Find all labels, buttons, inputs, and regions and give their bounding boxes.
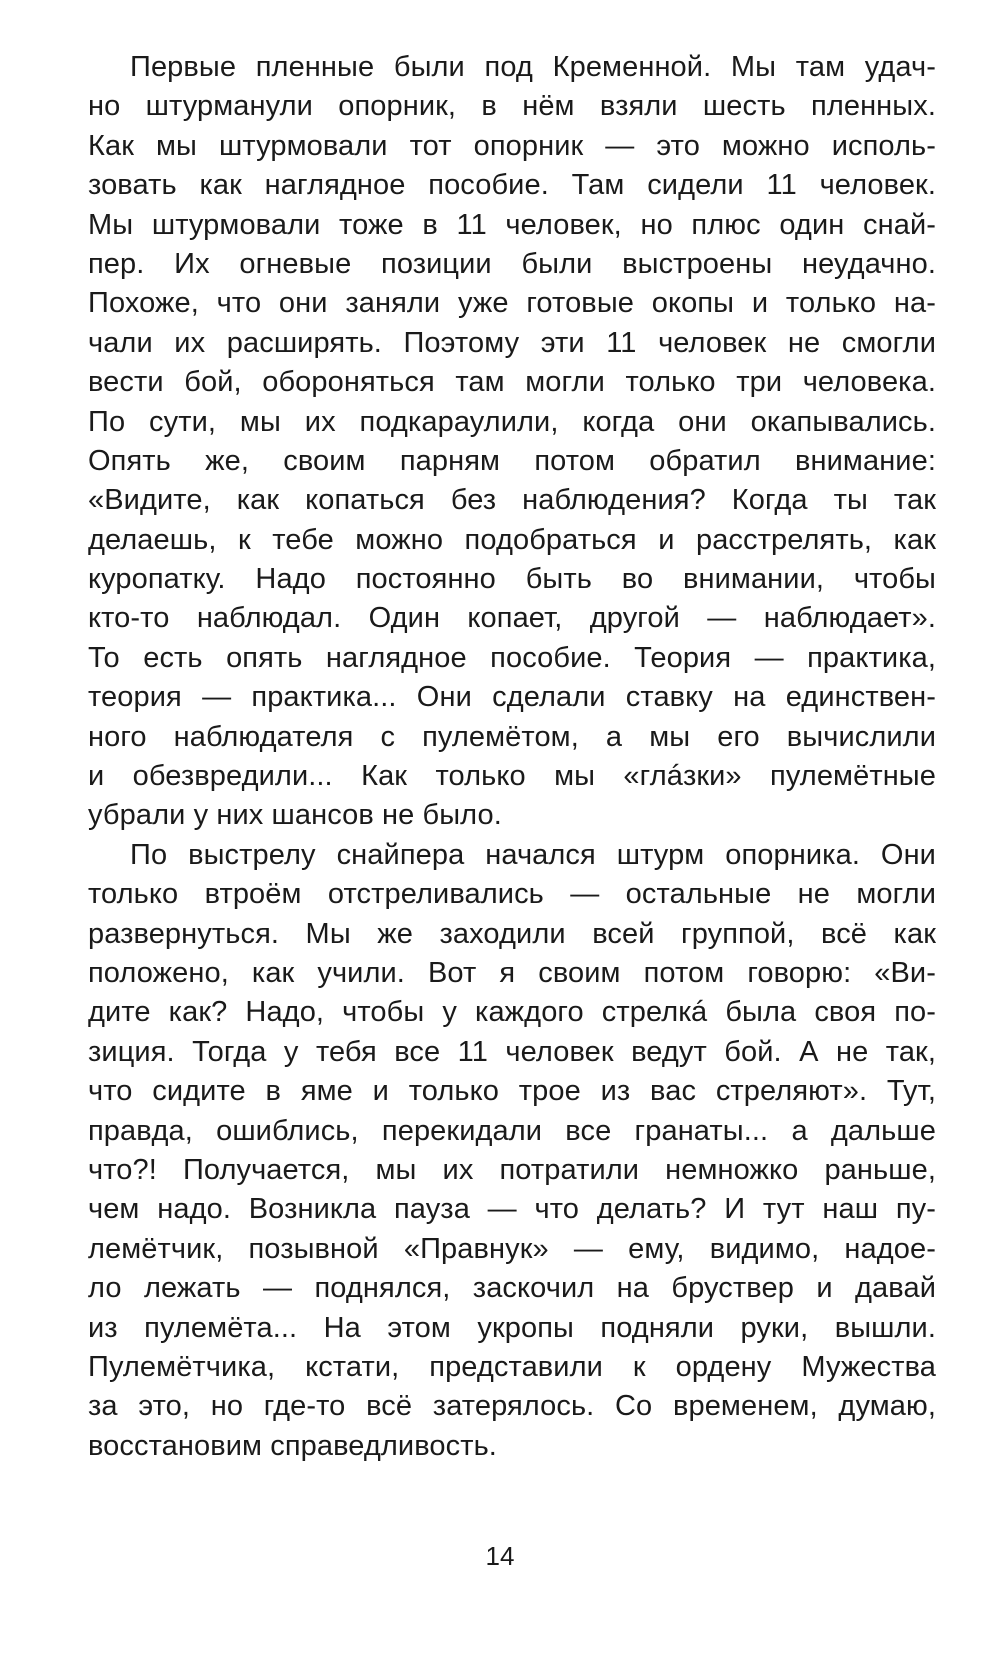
text-line: ного наблюдателя с пулемётом, а мы его вычислили [88,720,936,753]
text-line: По выстрелу снайпера начался штурм опорника. Они [130,838,936,871]
text-line: куропатку. Надо постоянно быть во внимании, чтобы [88,563,936,596]
text-line: теория — практика... Они сделали ставку на единствен- [88,681,936,714]
text-line: По сути, мы их подкараулили, когда они окапывались. [88,405,936,438]
text-line: но штурманули опорник, в нём взяли шесть пленных. [88,90,936,123]
paragraph [88,48,936,836]
text-line: за это, но где-то всё затерялось. Со временем, думаю, [88,1390,936,1423]
text-line: зовать как наглядное пособие. Там сидели 11 человек. [88,169,936,202]
text-line: Опять же, своим парням потом обратил внимание: [88,444,936,477]
text-line: Как мы штурмовали тот опорник — это можно исполь- [88,129,936,162]
page-number: 14 [485,1541,515,1571]
text-line: положено, как учили. Вот я своим потом говорю: «Ви- [88,956,936,989]
text-line: Первые пленные были под Кременной. Мы там удач- [130,51,936,83]
text-line: кто-то наблюдал. Один копает, другой — наблюдает». [88,602,936,635]
text-line: «Видите, как копаться без наблюдения? Когда ты так [88,484,936,517]
text-line: чали их расширять. Поэтому эти 11 человек не смогли [88,326,936,359]
text-line: убрали у них шансов не было. [88,799,502,832]
text-line: правда, ошиблись, перекидали все гранаты... а дальше [88,1114,936,1147]
text-line: только втроём отстреливались — остальные не могли [88,878,936,911]
text-line: зиция. Тогда у тебя все 11 человек ведут бой. А не так, [88,1035,936,1068]
text-line: что?! Получается, мы их потратили немножко раньше, [88,1153,936,1186]
text-line: дите как? Надо, чтобы у каждого стрелкá была своя по- [88,996,936,1029]
text-line: и обезвредили... Как только мы «глáзки» пулемётные [88,760,936,793]
text-line: вести бой, обороняться там могли только три человека. [88,366,936,399]
text-line: чем надо. Возникла пауза — что делать? И тут наш пу- [88,1193,936,1226]
text-line: пер. Их огневые позиции были выстроены неудачно. [88,247,936,280]
text-line: делаешь, к тебе можно подобраться и расстрелять, как [88,523,936,556]
text-line: развернуться. Мы же заходили всей группой, всё как [88,917,936,950]
text-line: восстановим справедливость. [88,1429,497,1462]
text-line: лемётчик, позывной «Правнук» — ему, видимо, надое- [88,1232,936,1265]
text-line: То есть опять наглядное пособие. Теория — практика, [88,641,936,674]
text-line: Мы штурмовали тоже в 11 человек, но плюс один снай- [88,208,936,241]
text-line: Пулемётчика, кстати, представили к ордену Мужества [88,1350,936,1383]
paragraph [88,836,936,1466]
text-line: из пулемёта... На этом укропы подняли руки, вышли. [88,1311,936,1344]
text-line: Похоже, что они заняли уже готовые окопы и только на- [88,287,936,320]
text-line: ло лежать — поднялся, заскочил на бруствер и давай [88,1272,936,1305]
text-line: что сидите в яме и только трое из вас стреляют». Тут, [88,1075,936,1108]
body-text [88,48,936,1466]
